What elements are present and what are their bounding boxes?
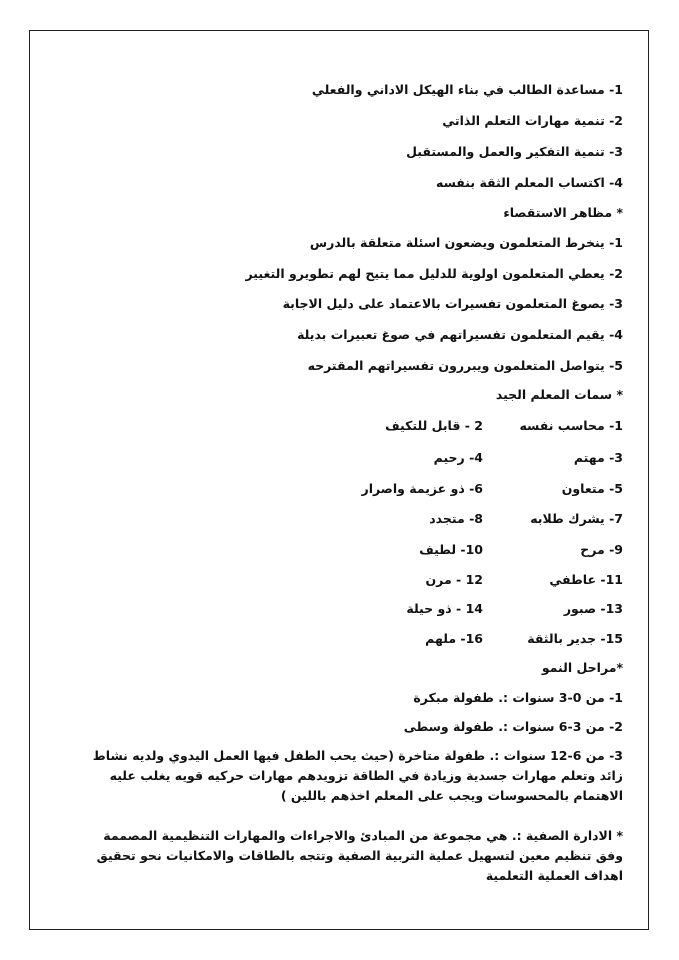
trait-item: 2 - قابل للتكيف	[385, 418, 483, 433]
list-item: 5- يتواصل المتعلمون ويبررون تفسيراتهم المقترحه	[307, 358, 623, 373]
list-item: 2- يعطي المتعلمون اولوية للدليل مما يتيح لهم تطويرو التغيير	[245, 266, 623, 281]
trait-item: 15- جدير بالثقة	[527, 631, 623, 646]
growth-stage-3-paragraph: 3- من 6-12 سنوات :. طفولة متاخرة (حيث يحب الطفل فيها العمل اليدوي ولديه نشاط زائد وتعلم مهارات جسدية وزيادة في الطاقة تزويدهم مهارات حركيه قويه يغلب عليه الاهتمام بالمحسوسات ويجب على المعلم اخذهم باللين )	[92, 748, 623, 803]
list-item: 1- مساعدة الطالب في بناء الهيكل الاداني والفعلي	[311, 82, 623, 97]
trait-item: 3- مهتم	[573, 450, 623, 465]
section-heading-traits: * سمات المعلم الجيد	[495, 387, 623, 402]
trait-item: 7- يشرك طلابه	[530, 511, 623, 526]
classroom-management-paragraph: * الادارة الصفية :. هي مجموعة من المبادئ والاجراءات والمهارات التنظيمية المصممة وفق تنظيم معين لتسهيل عملية التربية الصفية وتتجه بالطاقات والامكانيات نحو تحقيق اهداف العملية التعلمية	[96, 828, 623, 883]
list-item: 3- تنمية التفكير والعمل والمستقبل	[406, 144, 623, 159]
list-item: 4- اكتساب المعلم الثقة بنفسه	[436, 175, 623, 190]
list-item: 3- يصوغ المتعلمون تفسيرات بالاعتماد على دليل الاجابة	[282, 296, 623, 311]
trait-item: 13- صبور	[563, 601, 623, 616]
trait-item: 9- مرح	[580, 542, 623, 557]
trait-item: 1- محاسب نفسه	[519, 418, 623, 433]
section-heading-growth: *مراحل النمو	[541, 660, 623, 675]
trait-item: 12 - مرن	[425, 572, 483, 587]
trait-item: 5- متعاون	[561, 481, 623, 496]
list-item: 2- تنمية مهارات التعلم الذاتي	[442, 113, 623, 128]
trait-item: 10- لطيف	[419, 542, 483, 557]
trait-item: 11- عاطفي	[549, 572, 623, 587]
section-heading-inquiry: * مظاهر الاستقصاء	[503, 205, 623, 220]
trait-item: 6- ذو عزيمة واصرار	[361, 481, 483, 496]
trait-item: 16- ملهم	[425, 631, 483, 646]
trait-item: 8- متجدد	[429, 511, 483, 526]
list-item: 1- من 0-3 سنوات :. طفولة مبكرة	[413, 690, 623, 705]
trait-item: 14 - ذو حيلة	[406, 601, 483, 616]
list-item: 1- ينخرط المتعلمون ويضعون اسئلة متعلقة بالدرس	[309, 235, 623, 250]
trait-item: 4- رحيم	[433, 450, 483, 465]
list-item: 4- يقيم المتعلمون تفسيراتهم في صوغ تعبيرات بديلة	[297, 327, 623, 342]
list-item: 2- من 3-6 سنوات :. طفولة وسطى	[403, 719, 623, 734]
